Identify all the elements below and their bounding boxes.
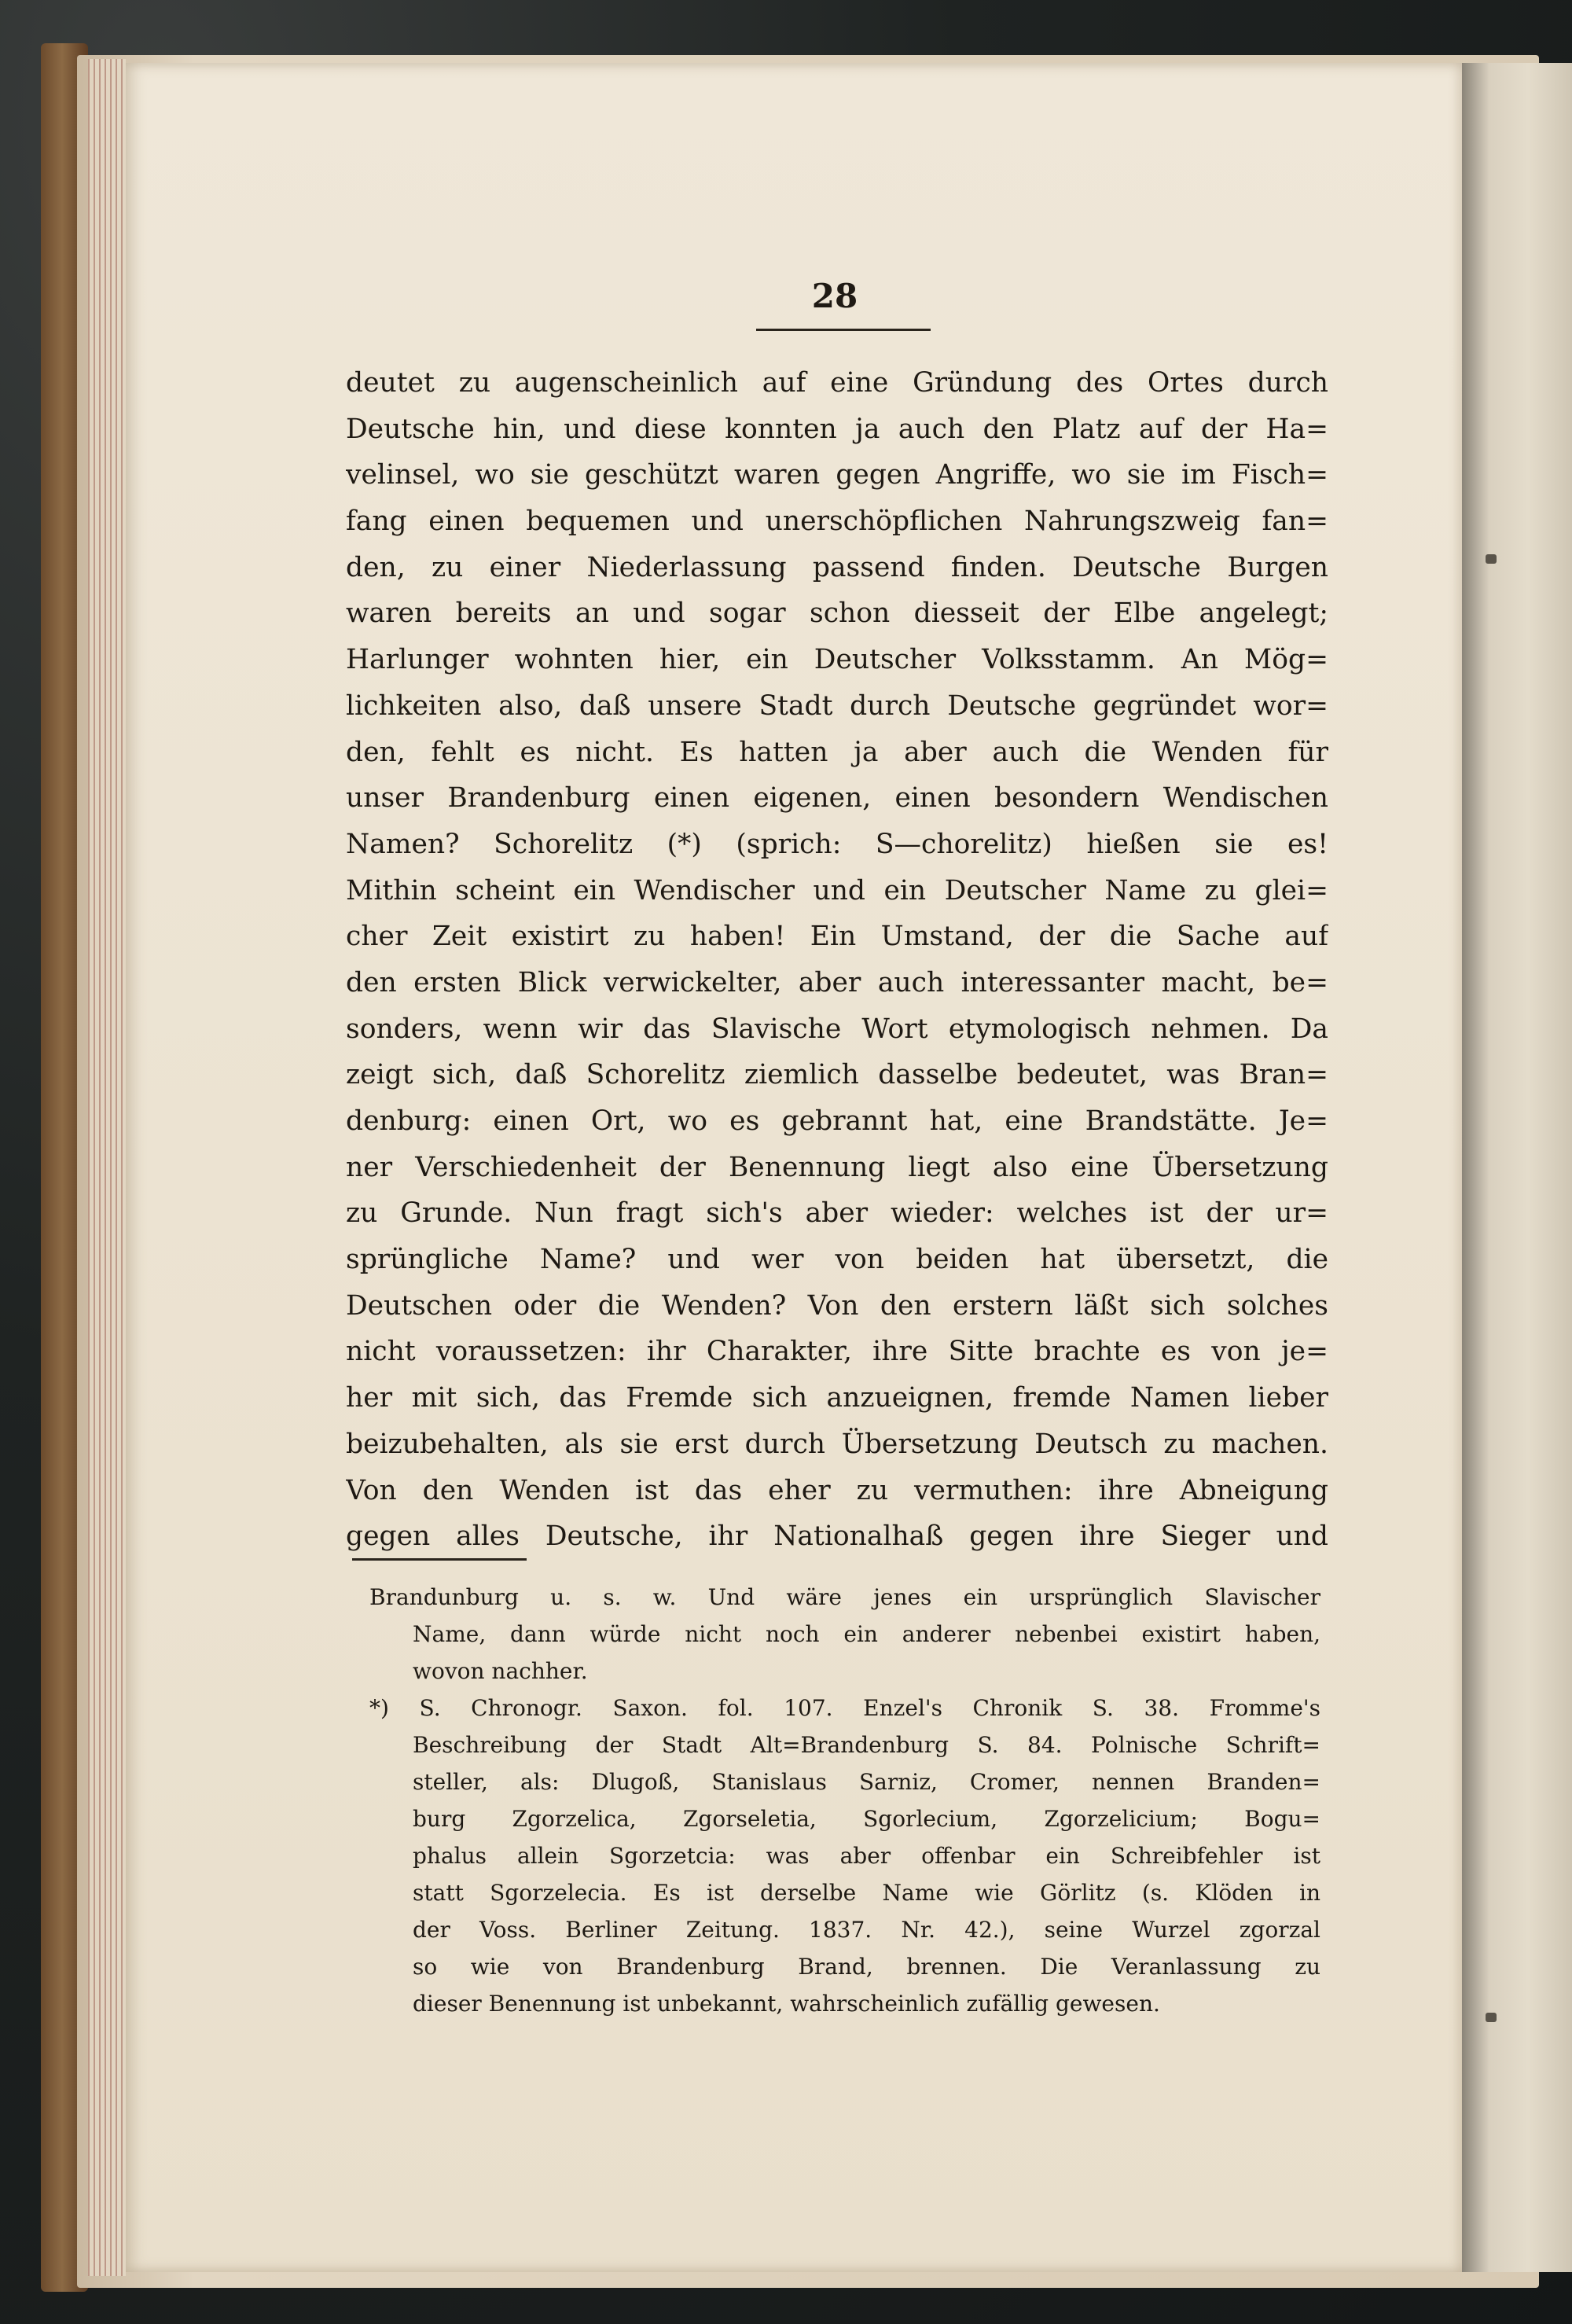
- page-stack-edges: [88, 59, 126, 2276]
- body-text: [346, 360, 1328, 1560]
- body-line: velinsel, wo sie geschützt waren gegen Angriffe, wo sie im Fisch=: [346, 459, 1328, 491]
- body-line: zeigt sich, daß Schorelitz ziemlich dasselbe bedeutet, was Bran=: [346, 1059, 1328, 1091]
- body-line: zu Grunde. Nun fragt sich's aber wieder: welches ist der ur=: [346, 1197, 1328, 1230]
- body-line: den ersten Blick verwickelter, aber auch interessanter macht, be=: [346, 966, 1328, 998]
- footnotes: [369, 1579, 1320, 2022]
- body-line: Namen? Schorelitz (*) (sprich: S—chorelitz) hießen sie es!: [346, 828, 1328, 860]
- binding-mark: [1486, 554, 1497, 564]
- footnote-line: statt Sgorzelecia. Es ist derselbe Name wie Görlitz (s. Klöden in: [413, 1880, 1320, 1906]
- footnote-line: Beschreibung der Stadt Alt=Brandenburg S. 84. Polnische Schrift=: [413, 1732, 1320, 1758]
- footnote-line: Name, dann würde nicht noch ein anderer nebenbei existirt haben,: [413, 1621, 1320, 1647]
- body-line: Deutsche hin, und diese konnten ja auch den Platz auf der Ha=: [346, 413, 1328, 445]
- footnote-line: dieser Benennung ist unbekannt, wahrscheinlich zufällig gewesen.: [413, 1991, 1160, 2017]
- body-line: Mithin scheint ein Wendischer und ein Deutscher Name zu glei=: [346, 874, 1328, 906]
- binding-mark: [1486, 2013, 1497, 2022]
- body-line: unser Brandenburg einen eigenen, einen besondern Wendischen: [346, 782, 1328, 815]
- body-line: beizubehalten, als sie erst durch Übersetzung Deutsch zu machen.: [346, 1428, 1328, 1460]
- footnote-line: *) S. Chronogr. Saxon. fol. 107. Enzel's Chronik S. 38. Fromme's: [369, 1695, 1320, 1721]
- body-line: Deutschen oder die Wenden? Von den erstern läßt sich solches: [346, 1289, 1328, 1322]
- footnote-line: burg Zgorzelica, Zgorseletia, Sgorlecium, Zgorzelicium; Bogu=: [413, 1806, 1320, 1832]
- body-line: waren bereits an und sogar schon diesseit der Elbe angelegt;: [346, 598, 1328, 630]
- body-line: fang einen bequemen und unerschöpflichen Nahrungszweig fan=: [346, 506, 1328, 538]
- body-line: cher Zeit existirt zu haben! Ein Umstand, der die Sache auf: [346, 921, 1328, 953]
- footnote-rule: [352, 1558, 527, 1561]
- footnote-line: steller, als: Dlugoß, Stanislaus Sarniz, Cromer, nennen Branden=: [413, 1769, 1320, 1795]
- body-line: Harlunger wohnten hier, ein Deutscher Volksstamm. An Mög=: [346, 644, 1328, 676]
- body-line: ner Verschiedenheit der Benennung liegt also eine Übersetzung: [346, 1151, 1328, 1183]
- body-line: her mit sich, das Fremde sich anzueignen, fremde Namen lieber: [346, 1382, 1328, 1414]
- body-line: Von den Wenden ist das eher zu vermuthen: ihre Abneigung: [346, 1474, 1328, 1506]
- body-line: nicht voraussetzen: ihr Charakter, ihre Sitte brachte es von je=: [346, 1336, 1328, 1368]
- body-line: sonders, wenn wir das Slavische Wort etymologisch nehmen. Da: [346, 1013, 1328, 1045]
- page-number: 28: [811, 277, 858, 315]
- body-line: sprüngliche Name? und wer von beiden hat übersetzt, die: [346, 1244, 1328, 1276]
- footnote-line: so wie von Brandenburg Brand, brennen. Die Veranlassung zu: [413, 1954, 1320, 1980]
- body-line: lichkeiten also, daß unsere Stadt durch Deutsche gegründet wor=: [346, 689, 1328, 722]
- body-line: den, fehlt es nicht. Es hatten ja aber auch die Wenden für: [346, 736, 1328, 768]
- footnote-line: der Voss. Berliner Zeitung. 1837. Nr. 42.), seine Wurzel zgorzal: [413, 1917, 1320, 1943]
- footnote-line: wovon nachher.: [413, 1658, 588, 1684]
- body-line: gegen alles Deutsche, ihr Nationalhaß gegen ihre Sieger und: [346, 1521, 1328, 1553]
- body-line: denburg: einen Ort, wo es gebrannt hat, eine Brandstätte. Je=: [346, 1105, 1328, 1137]
- page-number-rule: [756, 329, 931, 331]
- footnote-line: phalus allein Sgorzetcia: was aber offenbar ein Schreibfehler ist: [413, 1843, 1320, 1869]
- footnote-line: Brandunburg u. s. w. Und wäre jenes ein ursprünglich Slavischer: [369, 1584, 1320, 1610]
- body-line: deutet zu augenscheinlich auf eine Gründung des Ortes durch: [346, 367, 1328, 399]
- body-line: den, zu einer Niederlassung passend finden. Deutsche Burgen: [346, 551, 1328, 583]
- facing-page-edge: [1462, 63, 1572, 2272]
